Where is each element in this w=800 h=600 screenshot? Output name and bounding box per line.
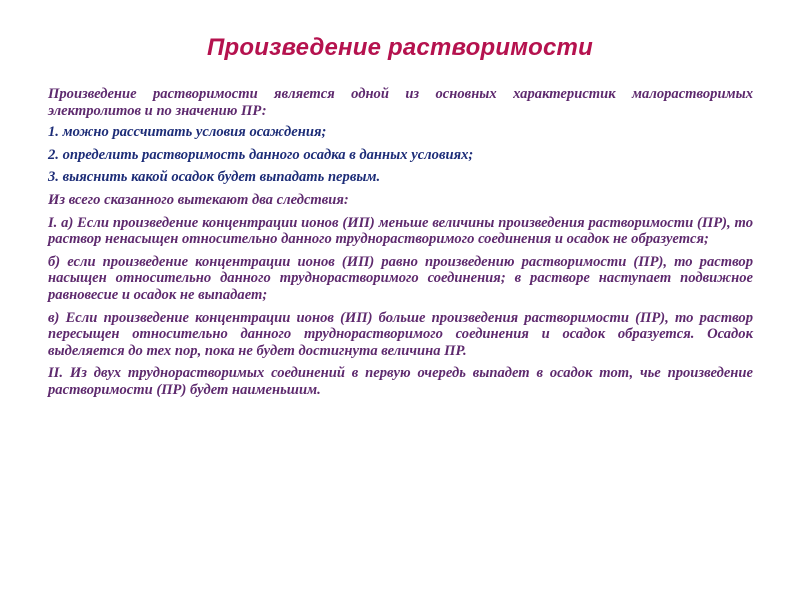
consequence-1c-paragraph: в) Если произведение концентрации ионов (ИП) больше произведения растворимости (ПР), то раствор пересыщен относительно данного труднорастворимого соединения и осадок образуется. Осадок выделяется до тех пор, пока не будет достигнута величина ПР. xyxy=(48,309,753,359)
slide-content xyxy=(48,86,753,399)
list-item-2: 2. определить растворимость данного осадка в данных условиях; xyxy=(48,146,474,163)
list-item-1: 1. можно рассчитать условия осаждения; xyxy=(48,124,327,141)
consequence-2-paragraph: II. Из двух труднорастворимых соединений в первую очередь выпадет в осадок тот, чье произведение растворимости (ПР) будет наименьшим. xyxy=(48,365,753,398)
list-item-3: 3. выяснить какой осадок будет выпадать первым. xyxy=(48,169,381,186)
consequence-1a-paragraph: I. а) Если произведение концентрации ионов (ИП) меньше величины произведения растворимости (ПР), то раствор ненасыщен относительно данного труднорастворимого соединения и осадок не образуется; xyxy=(48,214,753,248)
slide-title: Произведение растворимости xyxy=(207,34,593,61)
intro-paragraph: Произведение растворимости является одной из основных характеристик малорастворимых электролитов и по значению ПР: xyxy=(48,86,753,119)
consequences-heading: Из всего сказанного вытекают два следствия: xyxy=(48,191,349,208)
consequence-1b-paragraph: б) если произведение концентрации ионов (ИП) равно произведению растворимости (ПР), то раствор насыщен относительно данного труднорастворимого соединения; в растворе наступает подвижное равновесие и осадок не выпадает; xyxy=(48,253,753,303)
